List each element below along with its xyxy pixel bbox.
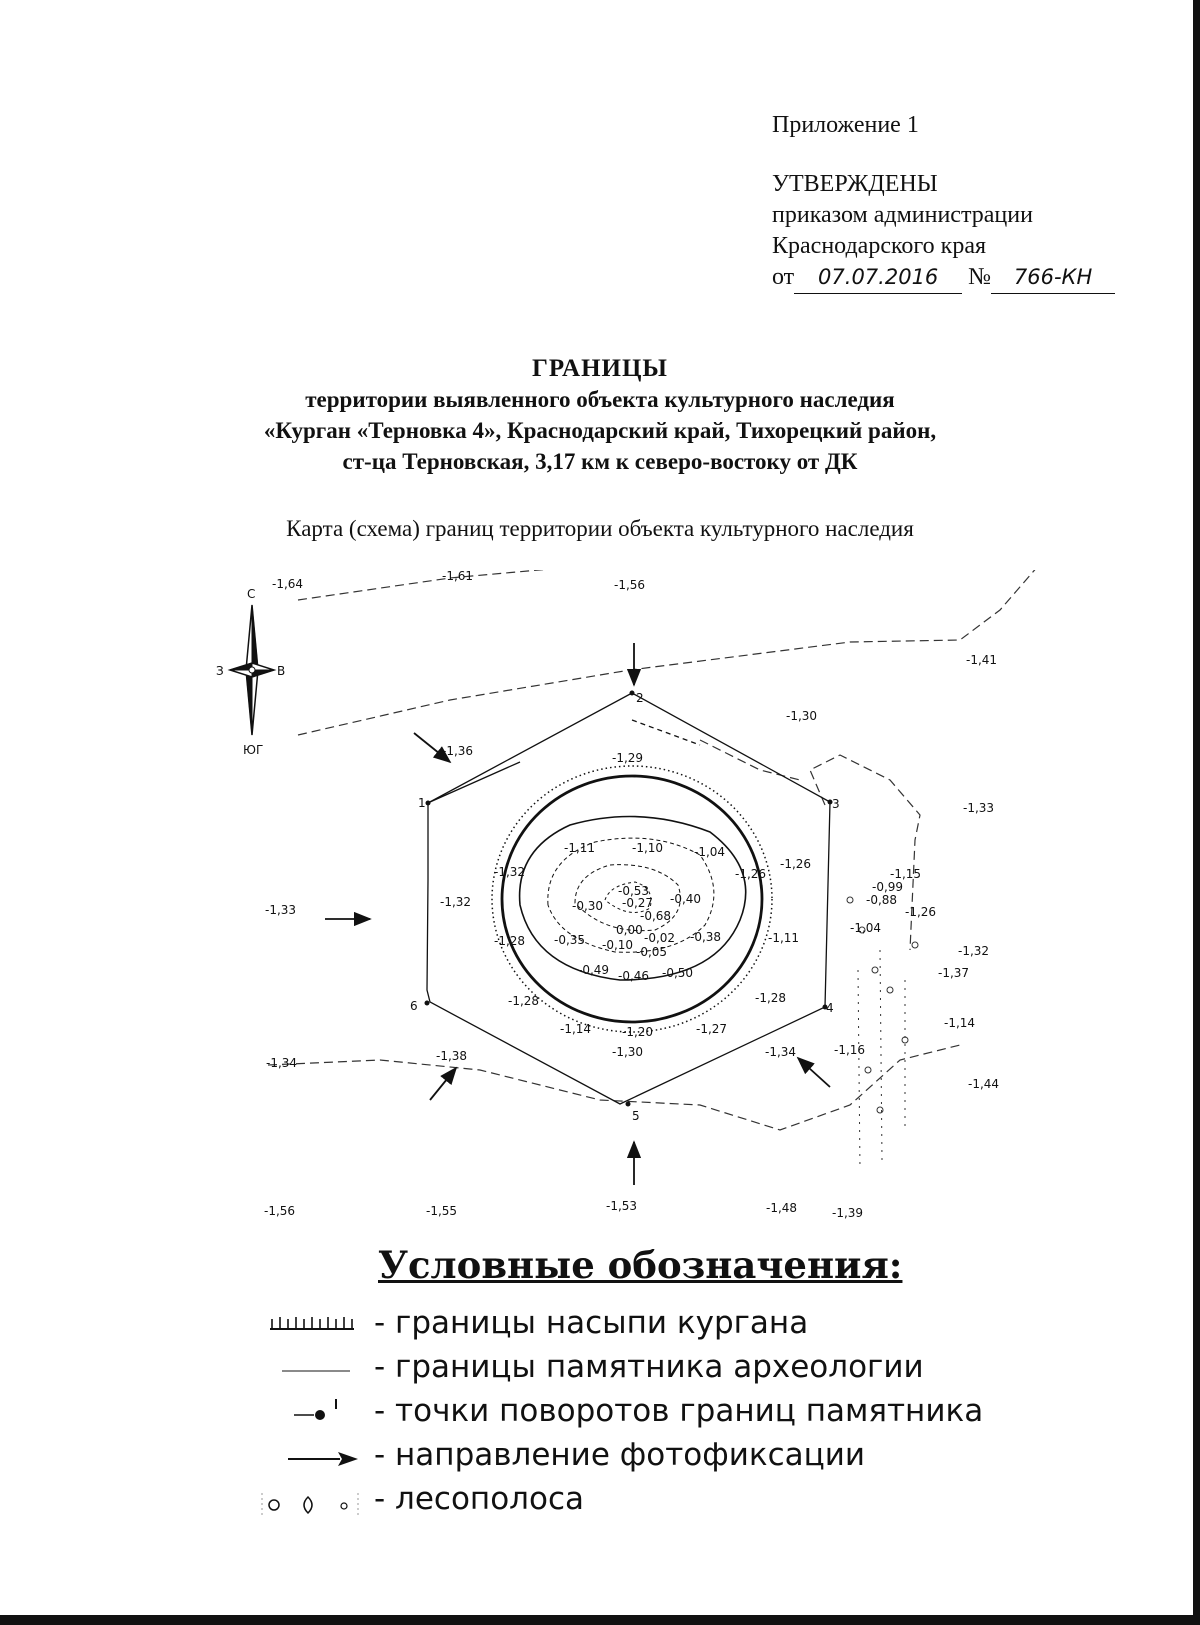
elevation-mark: -1,27	[696, 1022, 728, 1036]
approval-block	[772, 110, 1115, 294]
elevation-mark: -1,26	[735, 867, 767, 881]
point-label-3: 3	[832, 797, 840, 811]
elevation-mark: -0,10	[602, 938, 634, 952]
elevation-mark: -1,10	[632, 841, 664, 855]
elevation-mark: -0,38	[690, 930, 722, 944]
elevation-mark: -1,26	[905, 905, 937, 919]
elevation-mark: -1,53	[606, 1199, 638, 1213]
elevation-mark: -1,32	[440, 895, 472, 909]
forest-strip-icon	[258, 1479, 368, 1523]
date-prefix: от	[772, 264, 795, 290]
region-label: Краснодарского края	[772, 233, 987, 259]
elevation-mark: 0,00	[616, 923, 643, 937]
elevation-mark: -1,11	[564, 841, 596, 855]
elevation-mark: -1,26	[780, 857, 812, 871]
scan-edge-bottom	[0, 1615, 1200, 1625]
turning-point-icon	[258, 1391, 368, 1435]
elevation-mark: -1,33	[963, 801, 995, 815]
elevation-mark: -0,02	[644, 931, 676, 945]
elevation-mark: -1,61	[442, 570, 474, 583]
point-label-4: 4	[826, 1001, 834, 1015]
compass-west: З	[216, 664, 224, 678]
elevation-mark: -0,27	[622, 896, 654, 910]
title-line-1: ГРАНИЦЫ	[532, 355, 668, 382]
elevation-mark: -1,32	[958, 944, 990, 958]
point-label-5: 5	[632, 1109, 640, 1123]
elevation-mark: -1,04	[694, 845, 726, 859]
elevation-mark: -0,68	[640, 909, 672, 923]
elevation-mark: -1,30	[786, 709, 818, 723]
title-line-4: ст-ца Терновская, 3,17 км к северо-востоку от ДК	[342, 449, 858, 474]
title-line-3: «Курган «Терновка 4», Краснодарский край, Тихорецкий район,	[263, 418, 937, 443]
elevation-mark: -0,99	[872, 880, 904, 894]
elevation-mark: -1,37	[938, 966, 970, 980]
elevation-mark: -1,38	[436, 1049, 468, 1063]
elevation-mark: -1,48	[766, 1201, 798, 1215]
elevation-mark: -1,30	[612, 1045, 644, 1059]
elevation-mark: -0,30	[572, 899, 604, 913]
elevation-mark: -1,11	[768, 931, 800, 945]
point-label-1: 1	[418, 796, 426, 810]
elevation-mark: -0,05	[636, 945, 668, 959]
boundary-map	[0, 570, 1200, 1230]
elevation-mark: -0,49	[578, 963, 610, 977]
elevation-mark: -1,56	[614, 578, 646, 592]
photo-direction-arrow-icon	[258, 1435, 368, 1479]
legend-item-label: - лесополоса	[374, 1481, 584, 1517]
compass-south: ЮГ	[243, 743, 264, 757]
elevation-mark: -0,35	[554, 933, 586, 947]
elevation-mark: -1,28	[494, 934, 526, 948]
legend-item-label: - точки поворотов границ памятника	[374, 1393, 984, 1429]
compass-north: С	[247, 587, 256, 601]
legend-heading: Условные обозначения:	[378, 1243, 903, 1287]
title-line-2: территории выявленного объекта культурного наследия	[305, 387, 895, 412]
elevation-mark: -0,50	[662, 966, 694, 980]
point-label-2: 2	[636, 691, 644, 705]
legend-item-label: - границы насыпи кургана	[374, 1305, 809, 1341]
mound-hachure-icon	[258, 1303, 368, 1347]
point-label-6: 6	[410, 999, 418, 1013]
elevation-mark: -1,15	[890, 867, 922, 881]
elevation-mark: -1,32	[494, 865, 526, 879]
elevation-mark: -1,39	[832, 1206, 864, 1220]
order-date-line	[772, 262, 1115, 294]
elevation-mark: -1,14	[944, 1016, 976, 1030]
approved-label: УТВЕРЖДЕНЫ	[772, 171, 938, 197]
elevation-mark: -0,88	[866, 893, 898, 907]
elevation-mark: -1,56	[264, 1204, 296, 1218]
number-prefix: №	[968, 264, 992, 290]
elevation-mark: -1,34	[266, 1056, 298, 1070]
elevation-mark: -1,14	[560, 1022, 592, 1036]
elevation-mark: -0,46	[618, 969, 650, 983]
legend-item-label: - границы памятника археологии	[374, 1349, 924, 1385]
elevation-mark: -1,34	[765, 1045, 797, 1059]
elevation-mark: -1,64	[272, 577, 304, 591]
elevation-mark: -0,40	[670, 892, 702, 906]
legend-item-label: - направление фотофиксации	[374, 1437, 866, 1473]
document-title	[150, 354, 1050, 477]
elevation-mark: -0,53	[618, 884, 650, 898]
compass-east: В	[277, 664, 286, 678]
order-number-handwritten: 766-КН	[991, 262, 1115, 294]
elevation-mark: -1,28	[755, 991, 787, 1005]
boundary-line-icon	[258, 1347, 368, 1391]
elevation-mark: -1,20	[622, 1025, 654, 1039]
forest-strip	[847, 897, 918, 1170]
elevation-mark: -1,16	[834, 1043, 866, 1057]
elevation-mark: -1,04	[850, 921, 882, 935]
order-date-handwritten: 07.07.2016	[794, 262, 962, 294]
compass-icon	[230, 605, 274, 735]
elevation-mark: -1,55	[426, 1204, 458, 1218]
by-order-label: приказом администрации	[772, 202, 1033, 228]
elevation-mark: -1,33	[265, 903, 297, 917]
elevation-mark: -1,41	[966, 653, 998, 667]
map-caption: Карта (схема) границ территории объекта культурного наследия	[286, 516, 914, 541]
elevation-mark: -1,29	[612, 751, 644, 765]
appendix-label: Приложение 1	[772, 112, 919, 138]
elevation-mark: -1,44	[968, 1077, 1000, 1091]
elevation-mark: -1,28	[508, 994, 540, 1008]
elevation-mark: -1,36	[442, 744, 474, 758]
photo-direction-arrows	[325, 643, 830, 1185]
